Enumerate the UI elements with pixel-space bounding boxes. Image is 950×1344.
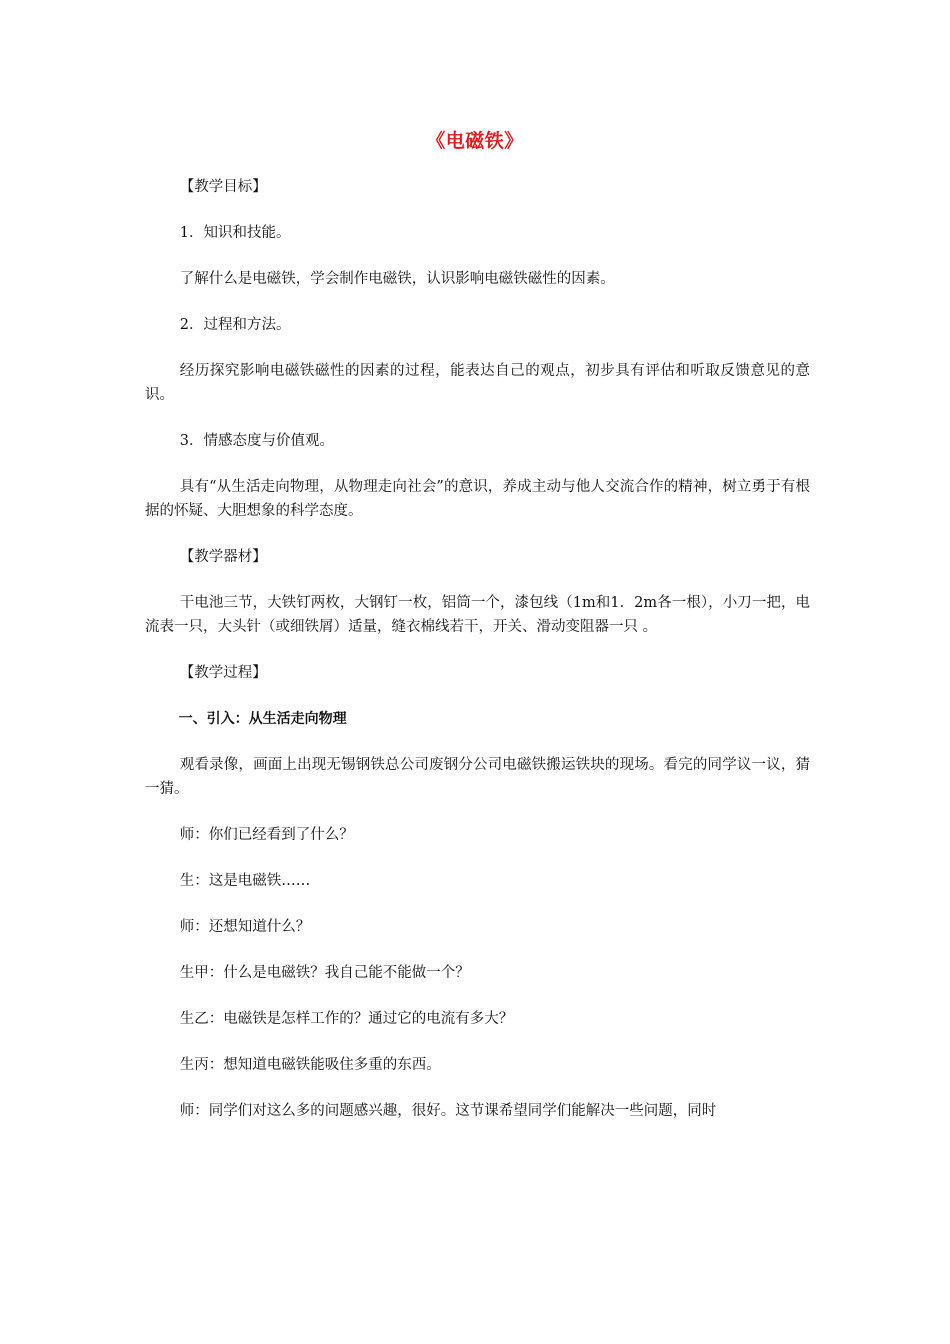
paragraph-knowledge: 了解什么是电磁铁，学会制作电磁铁，认识影响电磁铁磁性的因素。	[179, 271, 615, 287]
subheading-process-method: 2．过程和方法。	[179, 317, 291, 333]
document-body	[145, 175, 810, 1145]
paragraph-equipment: 干电池三节，大铁钉两枚，大钢钉一枚，铝筒一个，漆包线（1m和1．2m各一根），小刀一把，电流表一只，大头针（或细铁屑）适量，缝衣棉线若干，开关、滑动变阻器一只 。	[145, 595, 810, 635]
dialogue-line: 师：你们已经看到了什么？	[179, 827, 354, 843]
section-heading-process: 【教学过程】	[179, 665, 267, 681]
subheading-introduction: 一、引入：从生活走向物理	[178, 711, 347, 727]
dialogue-line: 生：这是电磁铁……	[179, 873, 311, 889]
paragraph-attitude: 具有“从生活走向物理，从物理走向社会”的意识，养成主动与他人交流合作的精神，树立勇于有根据的怀疑、大胆想象的科学态度。	[145, 479, 810, 519]
paragraph-video: 观看录像，画面上出现无锡钢铁总公司废钢分公司电磁铁搬运铁块的现场。看完的同学议一议，猜一猜。	[145, 757, 810, 797]
paragraph-process: 经历探究影响电磁铁磁性的因素的过程，能表达自己的观点，初步具有评估和听取反馈意见的意识。	[145, 363, 810, 403]
dialogue-line: 生丙：想知道电磁铁能吸住多重的东西。	[179, 1057, 441, 1073]
dialogue-line: 生甲：什么是电磁铁？我自己能不能做一个？	[179, 965, 470, 981]
section-heading-equipment: 【教学器材】	[179, 549, 267, 565]
dialogue-line: 师：还想知道什么？	[179, 919, 311, 935]
dialogue-line: 师：同学们对这么多的问题感兴趣，很好。这节课希望同学们能解决一些问题，同时	[179, 1103, 717, 1119]
document-title: 《电磁铁》	[426, 130, 524, 152]
subheading-attitude-values: 3．情感态度与价值观。	[179, 433, 335, 449]
section-heading-objectives: 【教学目标】	[179, 179, 267, 195]
subheading-knowledge-skills: 1．知识和技能。	[179, 225, 291, 241]
dialogue-line: 生乙：电磁铁是怎样工作的？通过它的电流有多大？	[179, 1011, 514, 1027]
